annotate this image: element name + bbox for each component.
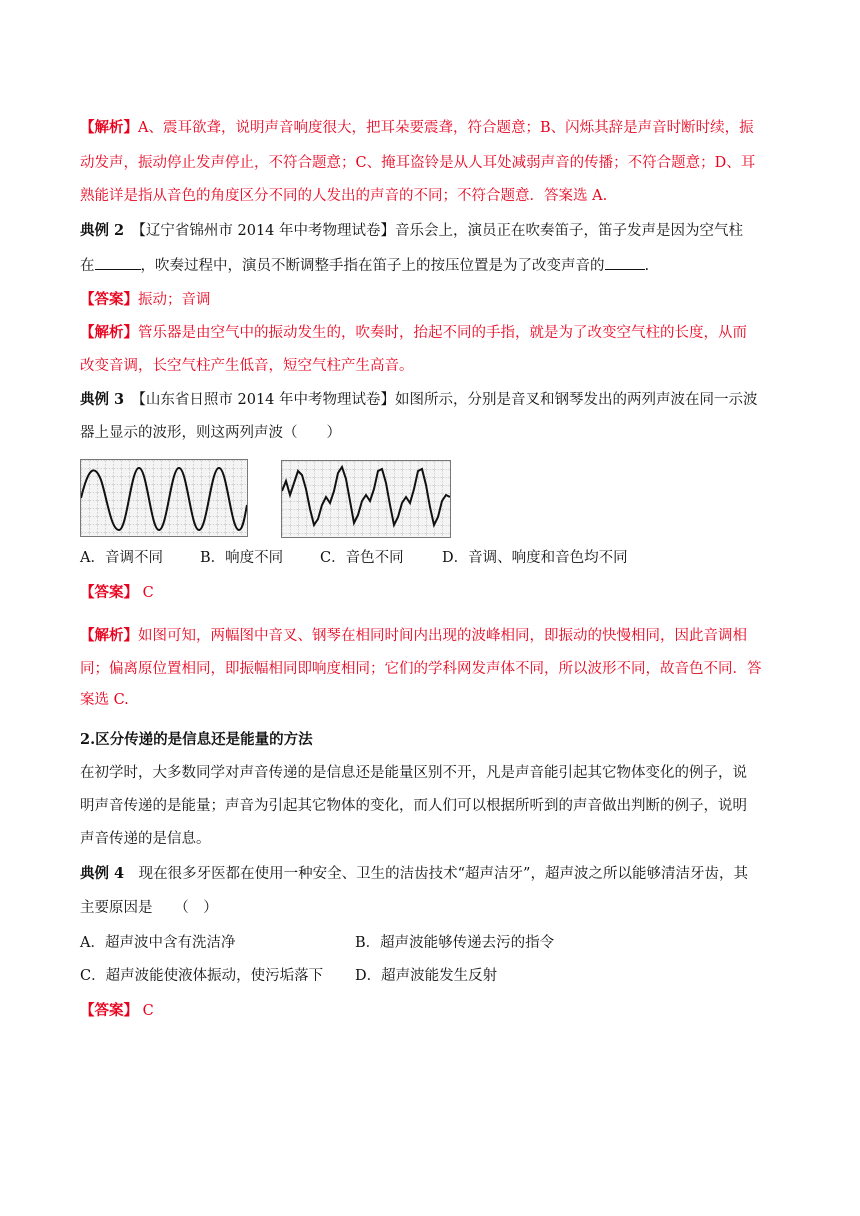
option-d: D．音调、响度和音色均不同: [442, 550, 628, 566]
example-3-question: 典例 3 【山东省日照市 2014 年中考物理试卷】如图所示，分别是音叉和钢琴发出的两列声波在同一示波: [80, 391, 758, 408]
option-b: B．响度不同: [200, 550, 284, 566]
option-c: C．音色不同: [320, 550, 404, 566]
example-source: 【山东省日照市 2014 年中考物理试卷】: [138, 392, 396, 408]
option-a: A．音调不同: [80, 550, 163, 566]
example-3-analysis-cont: 案选 C.: [80, 692, 129, 708]
example-label: 典例 4: [80, 865, 125, 882]
section-paragraph: 明声音传递的是能量；声音为引起其它物体的变化，而人们可以根据所听到的声音做出判断的例子，说明: [80, 798, 747, 814]
option-b: B．超声波能够传递去污的指令: [355, 935, 555, 951]
example-label: 典例 2: [80, 222, 125, 239]
example-label: 典例 3: [80, 391, 125, 408]
example-3-question-cont: 器上显示的波形，则这两列声波（ ）: [80, 425, 341, 441]
example-2-answer: 【答案】振动；音调: [80, 291, 211, 308]
piano-waveform: [282, 461, 450, 537]
example-2-question: 典例 2 【辽宁省锦州市 2014 年中考物理试卷】音乐会上，演员正在吹奏笛子，笛子发声是因为空气柱: [80, 222, 744, 239]
option-d: D．超声波能发生反射: [355, 968, 498, 984]
example-3-analysis-cont: 同；偏离原位置相同，即振幅相同即响度相同；它们的学科网发声体不同，所以波形不同，故音色不同．答: [80, 661, 762, 677]
piano-waveform-figure: [281, 460, 451, 538]
analysis-tag: 【解析】: [80, 119, 138, 136]
section-heading: 2.区分传递的是信息还是能量的方法: [80, 731, 313, 748]
analysis-line: 熟能详是指从音色的角度区分不同的人发出的声音的不同；不符合题意．答案选 A.: [80, 188, 608, 204]
example-2-question-cont: 在 ，吹奏过程中，演员不断调整手指在笛子上的按压位置是为了改变声音的 .: [80, 255, 790, 276]
example-4-question: 典例 4 现在很多牙医都在使用一种安全、卫生的洁齿技术“超声洁牙”，超声波之所以能够清洁牙齿，其: [80, 865, 748, 882]
example-2-analysis-cont: 改变音调，长空气柱产生低音，短空气柱产生高音。: [80, 358, 414, 374]
blank-underline: [95, 255, 141, 270]
tuning-fork-waveform-figure: [80, 459, 248, 537]
tuning-fork-waveform: [81, 460, 247, 536]
section-paragraph: 在初学时，大多数同学对声音传递的是信息还是能量区别不开，凡是声音能引起其它物体变化的例子，说: [80, 765, 747, 781]
option-c: C．超声波能使液体振动，使污垢落下: [80, 968, 324, 984]
option-a: A．超声波中含有洗洁净: [80, 935, 236, 951]
example-4-question-cont: 主要原因是 （ ）: [80, 900, 218, 916]
analysis-line: 动发声，振动停止发声停止，不符合题意；C、掩耳盗铃是从人耳处减弱声音的传播；不符合题意；D、耳: [80, 155, 756, 171]
blank-underline: [605, 255, 645, 270]
example-3-answer: 【答案】 C: [80, 584, 154, 601]
analysis-line: 【解析】A、震耳欲聋，说明声音响度很大，把耳朵要震聋，符合题意；B、闪烁其辞是声音时断时续，振: [80, 119, 754, 136]
section-paragraph: 声音传递的是信息。: [80, 831, 211, 847]
example-source: 【辽宁省锦州市 2014 年中考物理试卷】: [138, 223, 396, 239]
example-2-analysis: 【解析】管乐器是由空气中的振动发生的，吹奏时，抬起不同的手指，就是为了改变空气柱的长度，从而: [80, 324, 747, 341]
example-3-analysis: 【解析】如图可知，两幅图中音叉、钢琴在相同时间内出现的波峰相同，即振动的快慢相同，因此音调相: [80, 627, 747, 644]
example-4-answer: 【答案】 C: [80, 1002, 154, 1019]
